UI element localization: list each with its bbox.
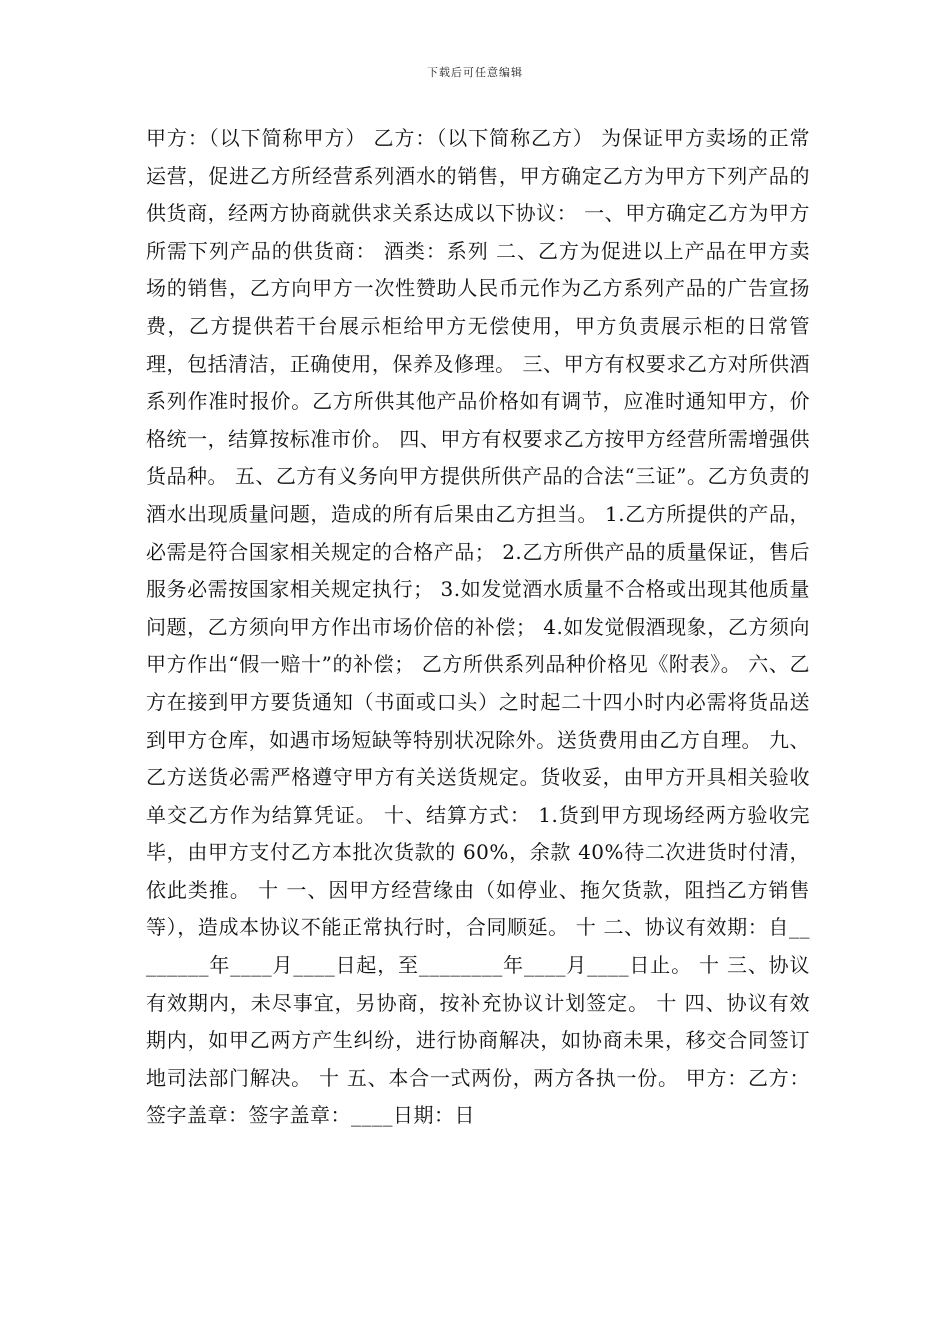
header-note: 下载后可任意编辑 (427, 66, 523, 79)
body-paragraph: 甲方：（以下简称甲方） 乙方：（以下简称乙方） 为保证甲方卖场的正常运营，促进乙方所经营系列酒水的销售，甲方确定乙方为甲方下列产品的供货商，经两方协商就供求关系达成以下协议： 一、甲方确定乙方为甲方所需下列产品的供货商： 酒类：系列 二、乙方为促进以上产品在甲方卖场的销售，乙方向甲方一次性赞助人民币元作为乙方系列产品的广告宣扬费，乙方提供若干台展示柜给甲方无偿使用，甲方负责展示柜的日常管理，包括清洁，正确使用，保养及修理。 三、甲方有权要求乙方对所供酒系列作准时报价。乙方所供其他产品价格如有调节，应准时通知甲方，价格统一，结算按标准市价。 四、甲方有权要求乙方按甲方经营所需增强供货品种。 五、乙方有义务向甲方提供所供产品的合法“三证”。乙方负责的酒水出现质量问题，造成的所有后果由乙方担当。 1.乙方所提供的产品，必需是符合国家相关规定的合格产品； 2.乙方所供产品的质量保证，售后服务必需按国家相关规定执行； 3.如发觉酒水质量不合格或出现其他质量问题，乙方须向甲方作出市场价倍的补偿； 4.如发觉假酒现象，乙方须向甲方作出“假一赔十”的补偿； 乙方所供系列品种价格见《附表》。 六、乙方在接到甲方要货通知（书面或口头）之时起二十四小时内必需将货品送到甲方仓库，如遇市场短缺等特别状况除外。送货费用由乙方自理。 九、乙方送货必需严格遵守甲方有关送货规定。货收妥，由甲方开具相关验收单交乙方作为结算凭证。 十、结算方式： 1.货到甲方现场经两方验收完毕，由甲方支付乙方本批次货款的 60%，余款 40%待二次进货时付清，依此类推。 十 一、因甲方经营缘由（如停业、拖欠货款，阻挡乙方销售等），造成本协议不能正常执行时，合同顺延。 十 二、协议有效期：自________年____月____日起，至________年____月____日止。 十 三、协议有效期内，未尽事宜，另协商，按补充协议计划签定。 十 四、协议有效期内，如甲乙两方产生纠纷，进行协商解决，如协商未果，移交合同签订地司法部门解决。 十 五、本合一式两份，两方各执一份。 甲方：乙方： 签字盖章：签字盖章：____日期：日 (146, 126, 810, 1128)
document-body (146, 120, 810, 1135)
